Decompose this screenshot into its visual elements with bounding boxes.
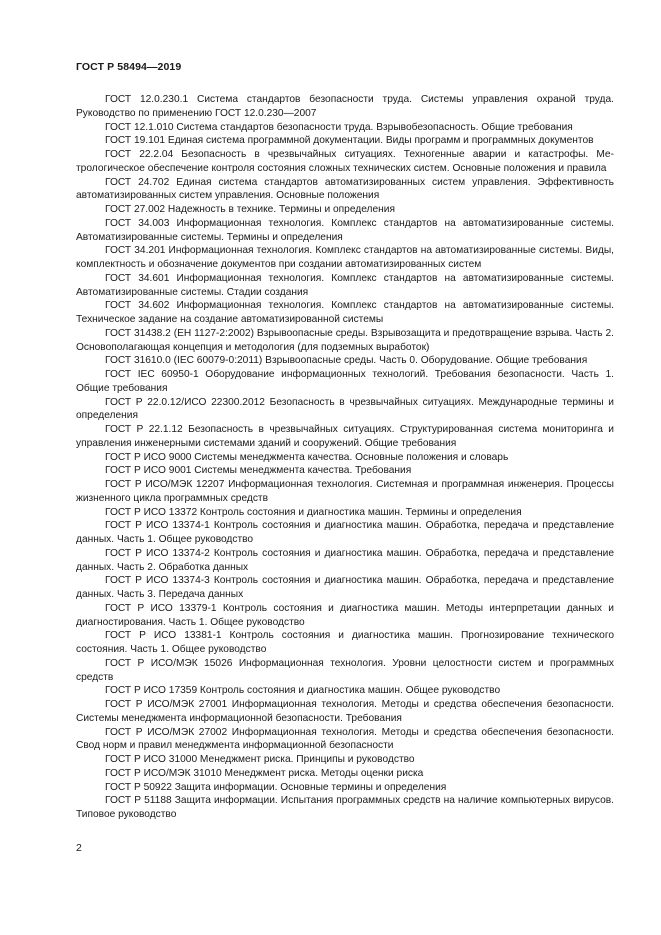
reference-item: ГОСТ Р ИСО 13379-1 Контроль состояния и диагностика машин. Методы интерпретации данных и диагностирования. Часть 1. Общее руководство (76, 602, 614, 628)
reference-item: ГОСТ 34.602 Информационная технология. Комплекс стандартов на автоматизированные системы. Техническое задание на создание автоматизированной системы (76, 300, 614, 325)
reference-item: ГОСТ 12.1.010 Система стандартов безопасности труда. Взрывобезопасность. Общие требования (105, 121, 573, 133)
reference-item: ГОСТ Р ИСО/МЭК 31010 Менеджмент риска. Методы оценки риска (105, 767, 424, 779)
reference-item: ГОСТ 19.101 Единая система программной документации. Виды программ и программных документов (105, 135, 594, 147)
reference-item: ГОСТ Р ИСО/МЭК 27002 Информационная технология. Методы и средства обеспечения безопасности. Свод норм и правил менеджмента информационной безопасности (76, 726, 614, 752)
reference-item: ГОСТ Р ИСО/МЭК 12207 Информационная технология. Системная и программная инженерия. Процессы жизненного цикла программных средств (76, 479, 614, 504)
reference-item: ГОСТ IEC 60950-1 Оборудование информационных технологий. Требования безопасности. Часть 1. Общие требования (76, 369, 614, 394)
reference-item: ГОСТ Р ИСО/МЭК 27001 Информационная технология. Методы и средства обеспечения безопасности. Системы менеджмента информационной безопасности. Требования (76, 699, 614, 724)
reference-item: ГОСТ Р ИСО 13372 Контроль состояния и диагностика машин. Термины и определения (105, 506, 522, 518)
document-header: ГОСТ Р 58494—2019 (76, 61, 182, 73)
reference-item: ГОСТ Р ИСО 17359 Контроль состояния и диагностика машин. Общее руководство (105, 685, 501, 697)
reference-item: ГОСТ Р ИСО 13374-1 Контроль состояния и диагностика машин. Обработка, передача и представление данных. Часть 1. Общее руководство (76, 520, 614, 545)
reference-item: ГОСТ 12.0.230.1 Система стандартов безопасности труда. Системы управления охраной труда. Руководство по применению ГОСТ 12.0.230—2007 (76, 94, 614, 119)
reference-item: ГОСТ Р ИСО 13374-2 Контроль состояния и диагностика машин. Обработка, передача и представление данных. Часть 2. Обработка данных (76, 547, 614, 573)
reference-item: ГОСТ 34.601 Информационная технология. Комплекс стандартов на автоматизированные системы. Автоматизированные системы. Стадии создания (76, 272, 614, 298)
reference-item: ГОСТ Р ИСО 31000 Менеджмент риска. Принципы и руководство (105, 754, 415, 765)
reference-item: ГОСТ Р ИСО 9001 Системы менеджмента качества. Требования (105, 465, 412, 477)
reference-item: ГОСТ 27.002 Надежность в технике. Термины и определения (105, 204, 395, 215)
reference-item: ГОСТ Р 51188 Защита информации. Испытания программных средств на наличие компьютерных вирусов. Типовое руководство (76, 795, 614, 820)
reference-item: ГОСТ Р ИСО/МЭК 15026 Информационная технология. Уровни целостности систем и программных средств (76, 657, 614, 683)
reference-item: ГОСТ Р 22.1.12 Безопасность в чрезвычайных ситуациях. Структурированная система мониторинга и управления инженерными системами зданий и сооружений. Общие требования (76, 424, 614, 449)
reference-item: ГОСТ 31610.0 (IEC 60079-0:2011) Взрывоопасные среды. Часть 0. Оборудование. Общие требования (105, 355, 588, 367)
reference-item: ГОСТ Р ИСО 13381-1 Контроль состояния и диагностика машин. Прогнозирование технического состояния. Часть 1. Общее руководство (76, 630, 614, 655)
reference-item: ГОСТ 24.702 Единая система стандартов автоматизированных систем управления. Эффективность автоматизированных систем управления. Основные положения (76, 176, 614, 202)
reference-item: ГОСТ 22.2.04 Безопасность в чрезвычайных ситуациях. Техногенные аварии и катастрофы. Метрологическое обеспечение контроля состояния сложных технических систем. Основные положения и правила (76, 149, 614, 174)
reference-item: ГОСТ Р 50922 Защита информации. Основные термины и определения (105, 781, 447, 793)
reference-item: ГОСТ 31438.2 (EH 1127-2:2002) Взрывоопасные среды. Взрывозащита и предотвращение взрыва. Часть 2. Основополагающая концепция и методология (для подземных выработок) (76, 327, 614, 353)
reference-item: ГОСТ 34.003 Информационная технология. Комплекс стандартов на автоматизированные системы. Автоматизированные системы. Термины и определения (76, 217, 614, 243)
normative-references-list (76, 93, 614, 822)
reference-item: ГОСТ 34.201 Информационная технология. Комплекс стандартов на автоматизированные системы. Виды, комплектность и обозначение документов при создании автоматизированных систем (76, 245, 614, 270)
reference-item: ГОСТ Р ИСО 9000 Системы менеджмента качества. Основные положения и словарь (105, 451, 509, 463)
reference-item: ГОСТ Р 22.0.12/ИСО 22300.2012 Безопасность в чрезвычайных ситуациях. Международные термины и определения (76, 396, 614, 422)
page-number: 2 (76, 842, 82, 854)
reference-item: ГОСТ Р ИСО 13374-3 Контроль состояния и диагностика машин. Обработка, передача и представление данных. Часть 3. Передача данных (76, 575, 614, 600)
